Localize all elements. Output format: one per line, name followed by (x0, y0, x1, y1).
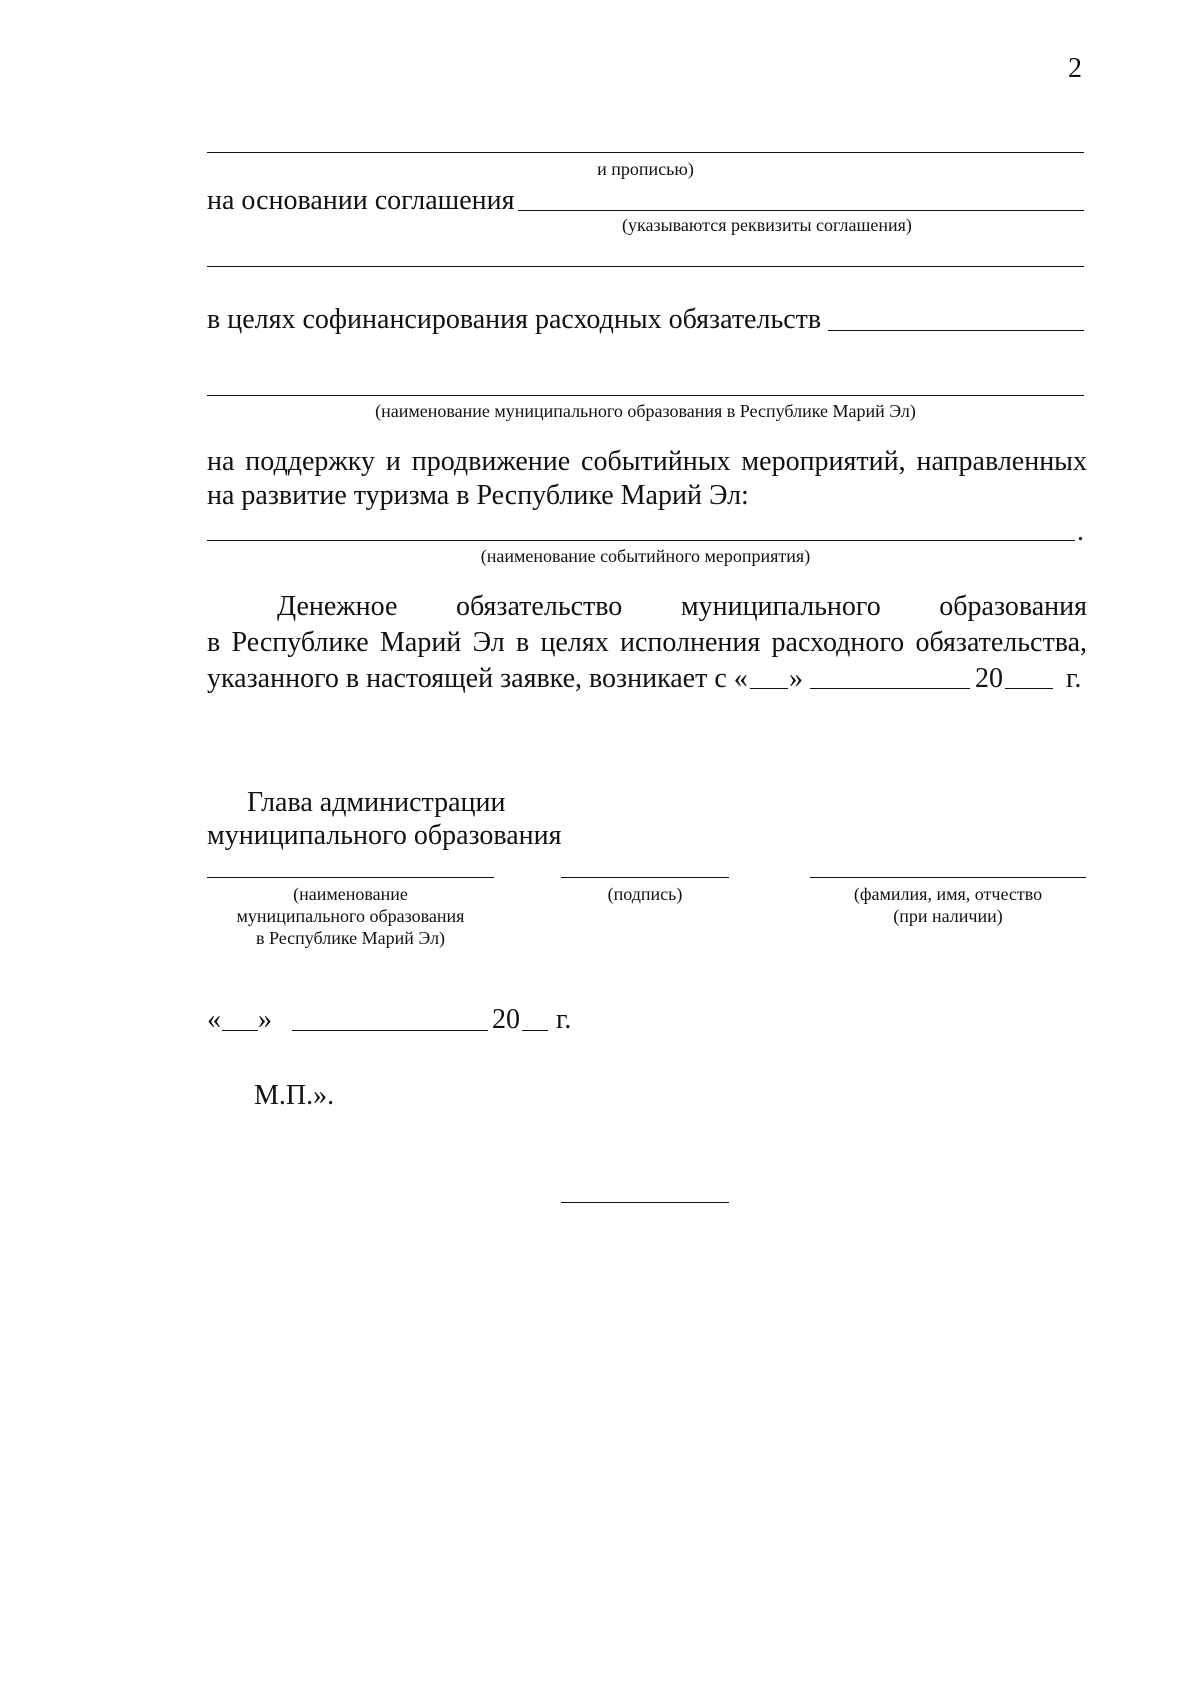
cofinancing-line[interactable] (828, 330, 1084, 331)
obligation-month-line[interactable] (810, 688, 970, 689)
municipality-name-line[interactable] (207, 395, 1084, 396)
municipality-signature-line[interactable] (207, 877, 494, 878)
obligation-word: муниципального (680, 591, 881, 622)
obligation-word: обязательство (455, 591, 623, 622)
municipality-signature-caption (207, 883, 494, 949)
obligation-year-line[interactable] (1005, 688, 1053, 689)
head-title-line-1: Глава администрации (247, 787, 506, 818)
agreement-details-line-2[interactable] (207, 266, 1084, 267)
support-line-2: на развитие туризма в Республике Марий Эл: (207, 480, 749, 511)
obligation-quote-close: » (789, 663, 803, 694)
amount-caption: и прописью) (597, 159, 694, 179)
fio-line[interactable] (810, 877, 1086, 878)
closing-separator (561, 1202, 729, 1203)
date-day-line[interactable] (222, 1030, 258, 1031)
obligation-word: Денежное (277, 591, 398, 622)
caption-line: (наименование (293, 884, 408, 904)
event-line-period: . (1077, 516, 1084, 547)
amount-words-line[interactable] (207, 152, 1084, 153)
obligation-line-2: в Республике Марий Эл в целях исполнения расходного обязательства, (207, 627, 1087, 658)
event-caption: (наименование событийного мероприятия) (480, 546, 811, 566)
agreement-details-line[interactable] (518, 210, 1084, 211)
agreement-label: на основании соглашения (207, 185, 515, 216)
obligation-day-line[interactable] (750, 688, 788, 689)
caption-line: (при наличии) (893, 906, 1003, 926)
support-line-1: на поддержку и продвижение событийных мероприятий, направленных (207, 446, 1087, 477)
obligation-word: образования (939, 591, 1087, 622)
obligation-line-1 (277, 590, 1087, 624)
head-title-line-2: муниципального образования (207, 820, 562, 851)
date-open-quote: « (207, 1004, 221, 1035)
signature-caption: (подпись) (607, 884, 683, 904)
date-year-prefix: 20 (492, 1004, 520, 1035)
stamp-mark: М.П.». (254, 1080, 335, 1111)
obligation-year-suffix: г. (1066, 663, 1082, 694)
fio-caption (810, 883, 1086, 927)
agreement-caption: (указываются реквизиты соглашения) (622, 215, 912, 235)
caption-line: в Республике Марий Эл) (255, 928, 446, 948)
event-name-line[interactable] (207, 540, 1075, 541)
cofinancing-label: в целях софинансирования расходных обязательств (207, 304, 822, 335)
obligation-year-prefix: 20 (975, 663, 1003, 694)
caption-line: муниципального образования (236, 906, 465, 926)
signature-line[interactable] (561, 877, 729, 878)
date-close-quote: » (258, 1004, 272, 1035)
date-month-line[interactable] (292, 1030, 488, 1031)
page-number: 2 (1068, 53, 1082, 84)
date-year-suffix: г. (556, 1004, 572, 1035)
obligation-line-3-text: указанного в настоящей заявке, возникает с « (207, 663, 748, 694)
caption-line: (фамилия, имя, отчество (853, 884, 1043, 904)
municipality-caption: (наименование муниципального образования в Республике Марий Эл) (375, 401, 916, 421)
date-year-line[interactable] (522, 1030, 548, 1031)
